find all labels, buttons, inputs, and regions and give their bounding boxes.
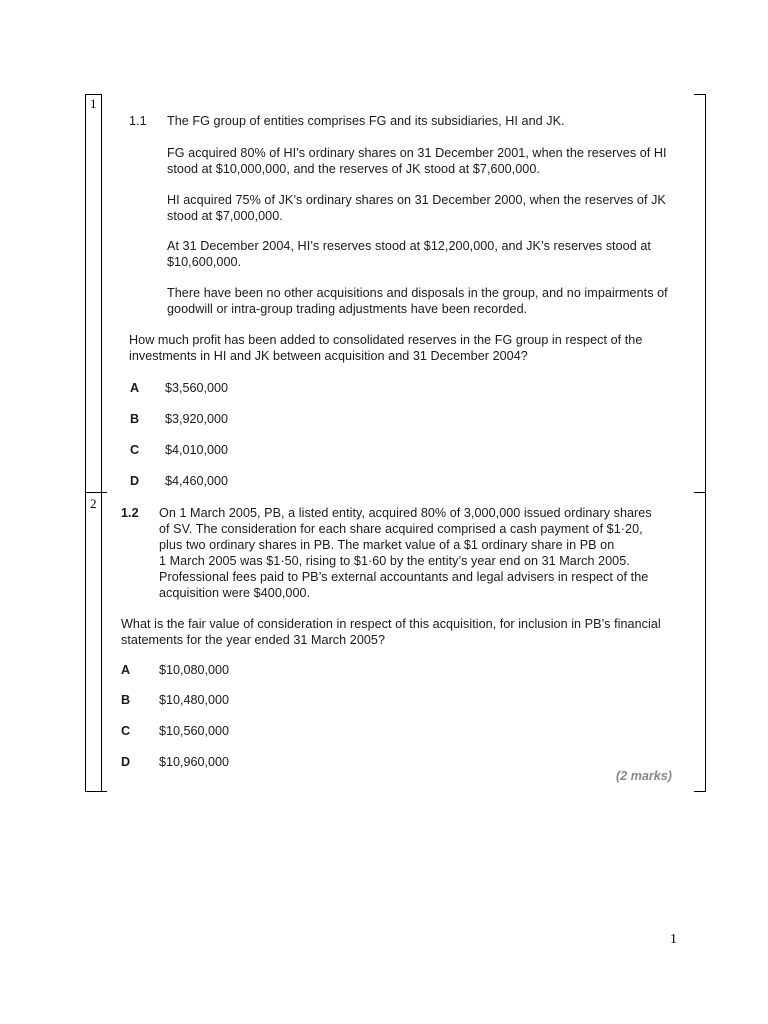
option-letter: C (121, 724, 131, 738)
frame-right (705, 94, 706, 792)
frame-left-outer (85, 94, 86, 792)
frame-left-inner (101, 94, 102, 792)
option-value: $10,960,000 (159, 755, 230, 769)
paragraph-line: acquisition were $400,000. (159, 586, 311, 600)
paragraph-line: stood at $7,000,000. (167, 209, 283, 223)
page-number: 1 (670, 932, 677, 947)
paragraph-line: stood at $10,000,000, and the reserves of JK stood at $7,600,000. (167, 162, 540, 176)
question-text: investments in HI and JK between acquisition and 31 December 2004? (129, 349, 528, 363)
question-text: What is the fair value of consideration in respect of this acquisition, for inclusion in PB’s financial (121, 617, 661, 631)
option-value: $10,080,000 (159, 663, 230, 677)
paragraph-line: At 31 December 2004, HI’s reserves stood at $12,200,000, and JK’s reserves stood at (167, 239, 651, 253)
frame-top-left (85, 94, 102, 95)
question-intro: The FG group of entities comprises FG and its subsidiaries, HI and JK. (167, 114, 565, 128)
paragraph-line: Professional fees paid to PB’s external accountants and legal advisers in respect of the (159, 570, 649, 584)
option-letter: C (130, 443, 140, 457)
option-letter: D (130, 474, 140, 488)
question-number: 1.2 (121, 506, 139, 520)
option-letter: A (130, 381, 140, 395)
question-box-number: 1 (90, 96, 97, 111)
option-value: $10,560,000 (159, 724, 230, 738)
frame-bottom-right (694, 791, 706, 792)
option-letter: B (121, 693, 131, 707)
paragraph-line: FG acquired 80% of HI’s ordinary shares on 31 December 2001, when the reserves of HI (167, 146, 667, 160)
option-value: $3,920,000 (165, 412, 229, 426)
paragraph-line: HI acquired 75% of JK’s ordinary shares on 31 December 2000, when the reserves of JK (167, 193, 666, 207)
paragraph-line: On 1 March 2005, PB, a listed entity, acquired 80% of 3,000,000 issued ordinary shares (159, 506, 652, 520)
marks-label: (2 marks) (616, 769, 673, 783)
question-box-number: 2 (90, 496, 97, 511)
option-value: $4,010,000 (165, 443, 229, 457)
question-number: 1.1 (129, 114, 147, 128)
paragraph-line: plus two ordinary shares in PB. The market value of a $1 ordinary share in PB on (159, 538, 615, 552)
option-letter: B (130, 412, 140, 426)
paragraph-line: There have been no other acquisitions and disposals in the group, and no impairments of (167, 286, 668, 300)
option-value: $4,460,000 (165, 474, 229, 488)
question-text: How much profit has been added to consolidated reserves in the FG group in respect of the (129, 333, 643, 347)
option-value: $3,560,000 (165, 381, 229, 395)
frame-top-right (694, 94, 706, 95)
option-letter: A (121, 663, 131, 677)
paragraph-line: 1 March 2005 was $1·50, rising to $1·60 by the entity’s year end on 31 March 2005. (159, 554, 630, 568)
option-value: $10,480,000 (159, 693, 230, 707)
question-text: statements for the year ended 31 March 2005? (121, 633, 386, 647)
paragraph-line: $10,600,000. (167, 255, 242, 269)
frame-mid-left (85, 492, 107, 493)
paragraph-line: of SV. The consideration for each share acquired comprised a cash payment of $1·20, (159, 522, 643, 536)
frame-mid-right (694, 492, 706, 493)
frame-bottom-left (85, 791, 107, 792)
paragraph-line: goodwill or intra-group trading adjustments have been recorded. (167, 302, 528, 316)
option-letter: D (121, 755, 131, 769)
